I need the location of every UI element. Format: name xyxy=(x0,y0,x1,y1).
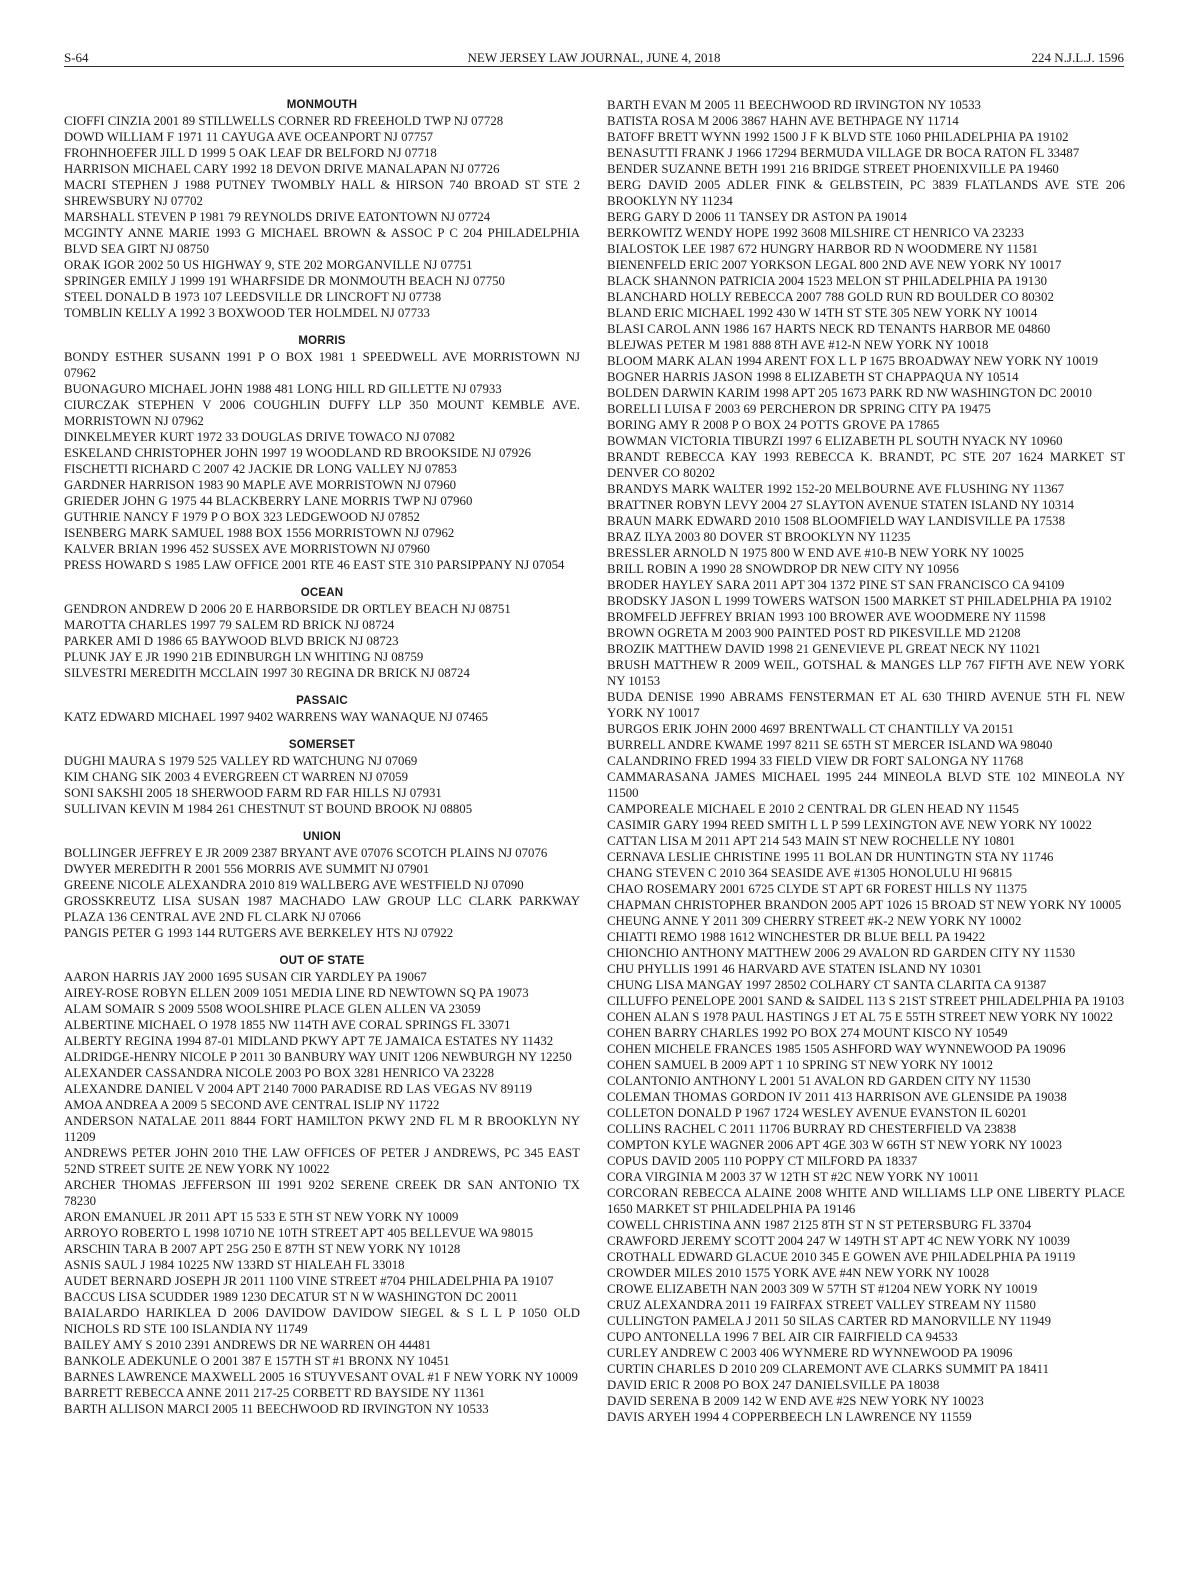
attorney-entry: ALBERTY REGINA 1994 87-01 MIDLAND PKWY APT 7E JAMAICA ESTATES NY 11432 xyxy=(64,1034,554,1048)
attorney-entry: KATZ EDWARD MICHAEL 1997 9402 WARRENS WAY WANAQUE NJ 07465 xyxy=(64,710,489,724)
attorney-entry: BONDY ESTHER SUSANN 1991 P O BOX 1981 1 SPEEDWELL AVE MORRISTOWN NJ 07962 xyxy=(64,350,580,380)
attorney-entry: BATISTA ROSA M 2006 3867 HAHN AVE BETHPAGE NY 11714 xyxy=(607,114,959,128)
attorney-entry: DAVID SERENA B 2009 142 W END AVE #2S NEW YORK NY 10023 xyxy=(607,1394,984,1408)
attorney-entry: BOLDEN DARWIN KARIM 1998 APT 205 1673 PARK RD NW WASHINGTON DC 20010 xyxy=(607,386,1092,400)
attorney-entry: COHEN MICHELE FRANCES 1985 1505 ASHFORD WAY WYNNEWOOD PA 19096 xyxy=(607,1042,1066,1056)
attorney-entry: BROMFELD JEFFREY BRIAN 1993 100 BROWER AVE WOODMERE NY 11598 xyxy=(607,610,1046,624)
attorney-entry: SULLIVAN KEVIN M 1984 261 CHESTNUT ST BOUND BROOK NJ 08805 xyxy=(64,802,473,816)
page-number: S-64 xyxy=(64,50,89,65)
attorney-entry: ESKELAND CHRISTOPHER JOHN 1997 19 WOODLAND RD BROOKSIDE NJ 07926 xyxy=(64,446,531,460)
attorney-entry: BANKOLE ADEKUNLE O 2001 387 E 157TH ST #1 BRONX NY 10451 xyxy=(64,1354,450,1368)
county-heading: MORRIS xyxy=(298,335,346,347)
attorney-entry: DWYER MEREDITH R 2001 556 MORRIS AVE SUMMIT NJ 07901 xyxy=(64,862,430,876)
county-heading: UNION xyxy=(302,831,342,843)
attorney-entry: BUONAGURO MICHAEL JOHN 1988 481 LONG HILL RD GILLETTE NJ 07933 xyxy=(64,382,502,396)
attorney-entry: BLACK SHANNON PATRICIA 2004 1523 MELON ST PHILADELPHIA PA 19130 xyxy=(607,274,1048,288)
right-column xyxy=(607,97,1125,1425)
attorney-entry: COLLETON DONALD P 1967 1724 WESLEY AVENUE EVANSTON IL 60201 xyxy=(607,1106,1028,1120)
attorney-entry: BERG DAVID 2005 ADLER FINK & GELBSTEIN, PC 3839 FLATLANDS AVE STE 206 BROOKLYN NY 11234 xyxy=(607,178,1125,208)
attorney-entry: CASIMIR GARY 1994 REED SMITH L L P 599 LEXINGTON AVE NEW YORK NY 10022 xyxy=(607,818,1092,832)
attorney-entry: CHU PHYLLIS 1991 46 HARVARD AVE STATEN ISLAND NY 10301 xyxy=(607,962,982,976)
attorney-entry: CHIONCHIO ANTHONY MATTHEW 2006 29 AVALON RD GARDEN CITY NY 11530 xyxy=(607,946,1076,960)
attorney-entry: FROHNHOEFER JILL D 1999 5 OAK LEAF DR BELFORD NJ 07718 xyxy=(64,146,437,160)
attorney-entry: BAILEY AMY S 2010 2391 ANDREWS DR NE WARREN OH 44481 xyxy=(64,1338,432,1352)
attorney-entry: BARTH ALLISON MARCI 2005 11 BEECHWOOD RD IRVINGTON NY 10533 xyxy=(64,1402,489,1416)
attorney-entry: BARTH EVAN M 2005 11 BEECHWOOD RD IRVINGTON NY 10533 xyxy=(607,98,981,112)
attorney-entry: COPUS DAVID 2005 110 POPPY CT MILFORD PA 18337 xyxy=(607,1154,918,1168)
attorney-entry: CURLEY ANDREW C 2003 406 WYNMERE RD WYNNEWOOD PA 19096 xyxy=(607,1346,1013,1360)
attorney-entry: BARRETT REBECCA ANNE 2011 217-25 CORBETT RD BAYSIDE NY 11361 xyxy=(64,1386,486,1400)
citation: 224 N.J.L.J. 1596 xyxy=(1031,50,1124,65)
attorney-entry: PRESS HOWARD S 1985 LAW OFFICE 2001 RTE 46 EAST STE 310 PARSIPPANY NJ 07054 xyxy=(64,558,565,572)
attorney-entry: COLEMAN THOMAS GORDON IV 2011 413 HARRISON AVE GLENSIDE PA 19038 xyxy=(607,1090,1067,1104)
attorney-entry: CROTHALL EDWARD GLACUE 2010 345 E GOWEN AVE PHILADELPHIA PA 19119 xyxy=(607,1250,1076,1264)
attorney-entry: CHAO ROSEMARY 2001 6725 CLYDE ST APT 6R FOREST HILLS NY 11375 xyxy=(607,882,1028,896)
attorney-entry: BORELLI LUISA F 2003 69 PERCHERON DR SPRING CITY PA 19475 xyxy=(607,402,991,416)
attorney-entry: ISENBERG MARK SAMUEL 1988 BOX 1556 MORRISTOWN NJ 07962 xyxy=(64,526,455,540)
attorney-entry: CROWDER MILES 2010 1575 YORK AVE #4N NEW YORK NY 10028 xyxy=(607,1266,990,1280)
attorney-entry: SILVESTRI MEREDITH MCCLAIN 1997 30 REGINA DR BRICK NJ 08724 xyxy=(64,666,470,680)
attorney-entry: MCGINTY ANNE MARIE 1993 G MICHAEL BROWN & ASSOC P C 204 PHILADELPHIA BLVD SEA GIRT NJ 08750 xyxy=(64,226,580,256)
attorney-entry: ALDRIDGE-HENRY NICOLE P 2011 30 BANBURY WAY UNIT 1206 NEWBURGH NY 12250 xyxy=(64,1050,572,1064)
county-heading: OUT OF STATE xyxy=(279,955,365,967)
attorney-entry: BLAND ERIC MICHAEL 1992 430 W 14TH ST STE 305 NEW YORK NY 10014 xyxy=(607,306,1038,320)
attorney-entry: CULLINGTON PAMELA J 2011 50 SILAS CARTER RD MANORVILLE NY 11949 xyxy=(607,1314,1051,1328)
attorney-entry: CHEUNG ANNE Y 2011 309 CHERRY STREET #K-2 NEW YORK NY 10002 xyxy=(607,914,1022,928)
attorney-entry: GREENE NICOLE ALEXANDRA 2010 819 WALLBERG AVE WESTFIELD NJ 07090 xyxy=(64,878,524,892)
attorney-entry: CRUZ ALEXANDRA 2011 19 FAIRFAX STREET VALLEY STREAM NY 11580 xyxy=(607,1298,1036,1312)
attorney-entry: BRANDYS MARK WALTER 1992 152-20 MELBOURNE AVE FLUSHING NY 11367 xyxy=(607,482,1065,496)
attorney-entry: AIREY-ROSE ROBYN ELLEN 2009 1051 MEDIA LINE RD NEWTOWN SQ PA 19073 xyxy=(64,986,529,1000)
attorney-entry: GROSSKREUTZ LISA SUSAN 1987 MACHADO LAW GROUP LLC CLARK PARKWAY PLAZA 136 CENTRAL AVE 2ND FL CLARK NJ 07066 xyxy=(64,894,580,924)
attorney-entry: BATOFF BRETT WYNN 1992 1500 J F K BLVD STE 1060 PHILADELPHIA PA 19102 xyxy=(607,130,1069,144)
attorney-entry: GRIEDER JOHN G 1975 44 BLACKBERRY LANE MORRIS TWP NJ 07960 xyxy=(64,494,473,508)
attorney-entry: BROWN OGRETA M 2003 900 PAINTED POST RD PIKESVILLE MD 21208 xyxy=(607,626,1021,640)
attorney-entry: BENASUTTI FRANK J 1966 17294 BERMUDA VILLAGE DR BOCA RATON FL 33487 xyxy=(607,146,1080,160)
attorney-entry: KIM CHANG SIK 2003 4 EVERGREEN CT WARREN NJ 07059 xyxy=(64,770,408,784)
attorney-entry: BRATTNER ROBYN LEVY 2004 27 SLAYTON AVENUE STATEN ISLAND NY 10314 xyxy=(607,498,1075,512)
attorney-entry: BAIALARDO HARIKLEA D 2006 DAVIDOW DAVIDOW SIEGEL & S L L P 1050 OLD NICHOLS RD STE 100 ISLANDIA NY 11749 xyxy=(64,1306,580,1336)
county-heading: PASSAIC xyxy=(296,695,348,707)
attorney-entry: BUDA DENISE 1990 ABRAMS FENSTERMAN ET AL 630 THIRD AVENUE 5TH FL NEW YORK NY 10017 xyxy=(607,690,1125,720)
attorney-entry: AUDET BERNARD JOSEPH JR 2011 1100 VINE STREET #704 PHILADELPHIA PA 19107 xyxy=(64,1274,554,1288)
attorney-entry: BOGNER HARRIS JASON 1998 8 ELIZABETH ST CHAPPAQUA NY 10514 xyxy=(607,370,1019,384)
county-heading: MONMOUTH xyxy=(286,99,358,111)
attorney-entry: COLANTONIO ANTHONY L 2001 51 AVALON RD GARDEN CITY NY 11530 xyxy=(607,1074,1031,1088)
attorney-entry: ALAM SOMAIR S 2009 5508 WOOLSHIRE PLACE GLEN ALLEN VA 23059 xyxy=(64,1002,481,1016)
attorney-entry: BIENENFELD ERIC 2007 YORKSON LEGAL 800 2ND AVE NEW YORK NY 10017 xyxy=(607,258,1062,272)
attorney-entry: BLASI CAROL ANN 1986 167 HARTS NECK RD TENANTS HARBOR ME 04860 xyxy=(607,322,1051,336)
attorney-entry: BROZIK MATTHEW DAVID 1998 21 GENEVIEVE PL GREAT NECK NY 11021 xyxy=(607,642,1041,656)
county-heading: SOMERSET xyxy=(288,739,356,751)
page-header xyxy=(64,50,1124,67)
attorney-entry: DOWD WILLIAM F 1971 11 CAYUGA AVE OCEANPORT NJ 07757 xyxy=(64,130,434,144)
attorney-entry: CIURCZAK STEPHEN V 2006 COUGHLIN DUFFY LLP 350 MOUNT KEMBLE AVE. MORRISTOWN NJ 07962 xyxy=(64,398,580,428)
attorney-entry: PANGIS PETER G 1993 144 RUTGERS AVE BERKELEY HTS NJ 07922 xyxy=(64,926,454,940)
attorney-entry: ALEXANDER CASSANDRA NICOLE 2003 PO BOX 3281 HENRICO VA 23228 xyxy=(64,1066,495,1080)
attorney-entry: ARSCHIN TARA B 2007 APT 25G 250 E 87TH ST NEW YORK NY 10128 xyxy=(64,1242,461,1256)
attorney-entry: GENDRON ANDREW D 2006 20 E HARBORSIDE DR ORTLEY BEACH NJ 08751 xyxy=(64,602,511,616)
attorney-entry: HARRISON MICHAEL CARY 1992 18 DEVON DRIVE MANALAPAN NJ 07726 xyxy=(64,162,500,176)
publication-title: NEW JERSEY LAW JOURNAL, JUNE 4, 2018 xyxy=(467,50,721,65)
county-heading: OCEAN xyxy=(300,587,344,599)
attorney-entry: BRANDT REBECCA KAY 1993 REBECCA K. BRANDT, PC STE 207 1624 MARKET ST DENVER CO 80202 xyxy=(607,450,1125,480)
attorney-entry: BERG GARY D 2006 11 TANSEY DR ASTON PA 19014 xyxy=(607,210,907,224)
attorney-entry: BARNES LAWRENCE MAXWELL 2005 16 STUYVESANT OVAL #1 F NEW YORK NY 10009 xyxy=(64,1370,578,1384)
attorney-entry: GARDNER HARRISON 1983 90 MAPLE AVE MORRISTOWN NJ 07960 xyxy=(64,478,456,492)
attorney-entry: CAMPOREALE MICHAEL E 2010 2 CENTRAL DR GLEN HEAD NY 11545 xyxy=(607,802,1019,816)
attorney-entry: DINKELMEYER KURT 1972 33 DOUGLAS DRIVE TOWACO NJ 07082 xyxy=(64,430,455,444)
county-section xyxy=(64,585,580,681)
attorney-entry: CERNAVA LESLIE CHRISTINE 1995 11 BOLAN DR HUNTINGTN STA NY 11746 xyxy=(607,850,1054,864)
county-section xyxy=(64,829,580,941)
attorney-entry: DAVIS ARYEH 1994 4 COPPERBEECH LN LAWRENCE NY 11559 xyxy=(607,1410,972,1424)
attorney-entry: BURRELL ANDRE KWAME 1997 8211 SE 65TH ST MERCER ISLAND WA 98040 xyxy=(607,738,1053,752)
attorney-entry: CALANDRINO FRED 1994 33 FIELD VIEW DR FORT SALONGA NY 11768 xyxy=(607,754,1024,768)
attorney-entry: DAVID ERIC R 2008 PO BOX 247 DANIELSVILLE PA 18038 xyxy=(607,1378,940,1392)
attorney-entry: PLUNK JAY E JR 1990 21B EDINBURGH LN WHITING NJ 08759 xyxy=(64,650,424,664)
attorney-entry: CATTAN LISA M 2011 APT 214 543 MAIN ST NEW ROCHELLE NY 10801 xyxy=(607,834,1016,848)
attorney-entry: ALBERTINE MICHAEL O 1978 1855 NW 114TH AVE CORAL SPRINGS FL 33071 xyxy=(64,1018,511,1032)
attorney-entry: ASNIS SAUL J 1984 10225 NW 133RD ST HIALEAH FL 33018 xyxy=(64,1258,405,1272)
attorney-entry: ALEXANDRE DANIEL V 2004 APT 2140 7000 PARADISE RD LAS VEGAS NV 89119 xyxy=(64,1082,533,1096)
attorney-entry: CROWE ELIZABETH NAN 2003 309 W 57TH ST #1204 NEW YORK NY 10019 xyxy=(607,1282,1038,1296)
attorney-entry: COLLINS RACHEL C 2011 11706 BURRAY RD CHESTERFIELD VA 23838 xyxy=(607,1122,1017,1136)
attorney-entry: GUTHRIE NANCY F 1979 P O BOX 323 LEDGEWOOD NJ 07852 xyxy=(64,510,420,524)
attorney-entry: BRAZ ILYA 2003 80 DOVER ST BROOKLYN NY 11235 xyxy=(607,530,911,544)
attorney-entry: TOMBLIN KELLY A 1992 3 BOXWOOD TER HOLMDEL NJ 07733 xyxy=(64,306,430,320)
attorney-entry: ARROYO ROBERTO L 1998 10710 NE 10TH STREET APT 405 BELLEVUE WA 98015 xyxy=(64,1226,534,1240)
county-section xyxy=(64,737,580,817)
attorney-entry: ARCHER THOMAS JEFFERSON III 1991 9202 SERENE CREEK DR SAN ANTONIO TX 78230 xyxy=(64,1178,580,1208)
attorney-entry: PARKER AMI D 1986 65 BAYWOOD BLVD BRICK NJ 08723 xyxy=(64,634,399,648)
attorney-entry: BACCUS LISA SCUDDER 1989 1230 DECATUR ST N W WASHINGTON DC 20011 xyxy=(64,1290,518,1304)
attorney-entry: BOWMAN VICTORIA TIBURZI 1997 6 ELIZABETH PL SOUTH NYACK NY 10960 xyxy=(607,434,1063,448)
attorney-entry: BRODER HAYLEY SARA 2011 APT 304 1372 PINE ST SAN FRANCISCO CA 94109 xyxy=(607,578,1065,592)
attorney-entry: BRESSLER ARNOLD N 1975 800 W END AVE #10-B NEW YORK NY 10025 xyxy=(607,546,1024,560)
attorney-entry: COHEN SAMUEL B 2009 APT 1 10 SPRING ST NEW YORK NY 10012 xyxy=(607,1058,994,1072)
attorney-entry: MAROTTA CHARLES 1997 79 SALEM RD BRICK NJ 08724 xyxy=(64,618,395,632)
attorney-entry: BLANCHARD HOLLY REBECCA 2007 788 GOLD RUN RD BOULDER CO 80302 xyxy=(607,290,1054,304)
county-section xyxy=(64,953,580,1417)
attorney-entry: BRAUN MARK EDWARD 2010 1508 BLOOMFIELD WAY LANDISVILLE PA 17538 xyxy=(607,514,1065,528)
left-column xyxy=(64,97,580,1429)
attorney-entry: CAMMARASANA JAMES MICHAEL 1995 244 MINEOLA BLVD STE 102 MINEOLA NY 11500 xyxy=(607,770,1125,800)
attorney-entry: BOLLINGER JEFFREY E JR 2009 2387 BRYANT AVE 07076 SCOTCH PLAINS NJ 07076 xyxy=(64,846,548,860)
attorney-entry: COHEN ALAN S 1978 PAUL HASTINGS J ET AL 75 E 55TH STREET NEW YORK NY 10022 xyxy=(607,1010,1113,1024)
attorney-entry: COHEN BARRY CHARLES 1992 PO BOX 274 MOUNT KISCO NY 10549 xyxy=(607,1026,1008,1040)
attorney-entry: DUGHI MAURA S 1979 525 VALLEY RD WATCHUNG NJ 07069 xyxy=(64,754,418,768)
attorney-entry: BERKOWITZ WENDY HOPE 1992 3608 MILSHIRE CT HENRICO VA 23233 xyxy=(607,226,1024,240)
attorney-entry: BLEJWAS PETER M 1981 888 8TH AVE #12-N NEW YORK NY 10018 xyxy=(607,338,989,352)
attorney-entry: BRILL ROBIN A 1990 28 SNOWDROP DR NEW CITY NY 10956 xyxy=(607,562,959,576)
attorney-entry: KALVER BRIAN 1996 452 SUSSEX AVE MORRISTOWN NJ 07960 xyxy=(64,542,430,556)
attorney-entry: ANDERSON NATALAE 2011 8844 FORT HAMILTON PKWY 2ND FL M R BROOKLYN NY 11209 xyxy=(64,1114,580,1144)
attorney-entry: CUPO ANTONELLA 1996 7 BEL AIR CIR FAIRFIELD CA 94533 xyxy=(607,1330,958,1344)
attorney-entry: COMPTON KYLE WAGNER 2006 APT 4GE 303 W 66TH ST NEW YORK NY 10023 xyxy=(607,1138,1062,1152)
attorney-entry: CIOFFI CINZIA 2001 89 STILLWELLS CORNER RD FREEHOLD TWP NJ 07728 xyxy=(64,114,504,128)
attorney-entry: CHANG STEVEN C 2010 364 SEASIDE AVE #1305 HONOLULU HI 96815 xyxy=(607,866,1012,880)
attorney-entry: BLOOM MARK ALAN 1994 ARENT FOX L L P 1675 BROADWAY NEW YORK NY 10019 xyxy=(607,354,1099,368)
attorney-entry: COWELL CHRISTINA ANN 1987 2125 8TH ST N ST PETERSBURG FL 33704 xyxy=(607,1218,1032,1232)
attorney-entry: MACRI STEPHEN J 1988 PUTNEY TWOMBLY HALL & HIRSON 740 BROAD ST STE 2 SHREWSBURY NJ 07702 xyxy=(64,178,580,208)
attorney-entry: SONI SAKSHI 2005 18 SHERWOOD FARM RD FAR HILLS NJ 07931 xyxy=(64,786,442,800)
attorney-entry: BRODSKY JASON L 1999 TOWERS WATSON 1500 MARKET ST PHILADELPHIA PA 19102 xyxy=(607,594,1112,608)
county-section xyxy=(64,693,580,725)
attorney-entry: CILLUFFO PENELOPE 2001 SAND & SAIDEL 113 S 21ST STREET PHILADELPHIA PA 19103 xyxy=(607,994,1125,1008)
attorney-entry: FISCHETTI RICHARD C 2007 42 JACKIE DR LONG VALLEY NJ 07853 xyxy=(64,462,457,476)
attorney-entry: STEEL DONALD B 1973 107 LEEDSVILLE DR LINCROFT NJ 07738 xyxy=(64,290,442,304)
attorney-entry: ORAK IGOR 2002 50 US HIGHWAY 9, STE 202 MORGANVILLE NJ 07751 xyxy=(64,258,473,272)
attorney-entry: CHUNG LISA MANGAY 1997 28502 COLHARY CT SANTA CLARITA CA 91387 xyxy=(607,978,1047,992)
attorney-entry: BENDER SUZANNE BETH 1991 216 BRIDGE STREET PHOENIXVILLE PA 19460 xyxy=(607,162,1059,176)
attorney-entry: CORCORAN REBECCA ALAINE 2008 WHITE AND WILLIAMS LLP ONE LIBERTY PLACE 1650 MARKET ST PHILADELPHIA PA 19146 xyxy=(607,1186,1125,1216)
attorney-entry: CHIATTI REMO 1988 1612 WINCHESTER DR BLUE BELL PA 19422 xyxy=(607,930,986,944)
attorney-entry: CRAWFORD JEREMY SCOTT 2004 247 W 149TH ST APT 4C NEW YORK NY 10039 xyxy=(607,1234,1070,1248)
attorney-entry: ARON EMANUEL JR 2011 APT 15 533 E 5TH ST NEW YORK NY 10009 xyxy=(64,1210,459,1224)
attorney-entry: CORA VIRGINIA M 2003 37 W 12TH ST #2C NEW YORK NY 10011 xyxy=(607,1170,980,1184)
attorney-entry: MARSHALL STEVEN P 1981 79 REYNOLDS DRIVE EATONTOWN NJ 07724 xyxy=(64,210,491,224)
attorney-entry: CHAPMAN CHRISTOPHER BRANDON 2005 APT 1026 15 BROAD ST NEW YORK NY 10005 xyxy=(607,898,1122,912)
attorney-entry: BRUSH MATTHEW R 2009 WEIL, GOTSHAL & MANGES LLP 767 FIFTH AVE NEW YORK NY 10153 xyxy=(607,658,1125,688)
attorney-entry: CURTIN CHARLES D 2010 209 CLAREMONT AVE CLARKS SUMMIT PA 18411 xyxy=(607,1362,1049,1376)
county-section xyxy=(64,97,580,321)
attorney-entry: ANDREWS PETER JOHN 2010 THE LAW OFFICES OF PETER J ANDREWS, PC 345 EAST 52ND STREET SUITE 2E NEW YORK NY 10022 xyxy=(64,1146,580,1176)
attorney-entry: BORING AMY R 2008 P O BOX 24 POTTS GROVE PA 17865 xyxy=(607,418,940,432)
attorney-entry: SPRINGER EMILY J 1999 191 WHARFSIDE DR MONMOUTH BEACH NJ 07750 xyxy=(64,274,505,288)
attorney-entry: AMOA ANDREA A 2009 5 SECOND AVE CENTRAL ISLIP NY 11722 xyxy=(64,1098,440,1112)
county-section xyxy=(64,333,580,573)
attorney-entry: BIALOSTOK LEE 1987 672 HUNGRY HARBOR RD N WOODMERE NY 11581 xyxy=(607,242,1039,256)
attorney-entry: AARON HARRIS JAY 2000 1695 SUSAN CIR YARDLEY PA 19067 xyxy=(64,970,427,984)
attorney-entry: BURGOS ERIK JOHN 2000 4697 BRENTWALL CT CHANTILLY VA 20151 xyxy=(607,722,1014,736)
